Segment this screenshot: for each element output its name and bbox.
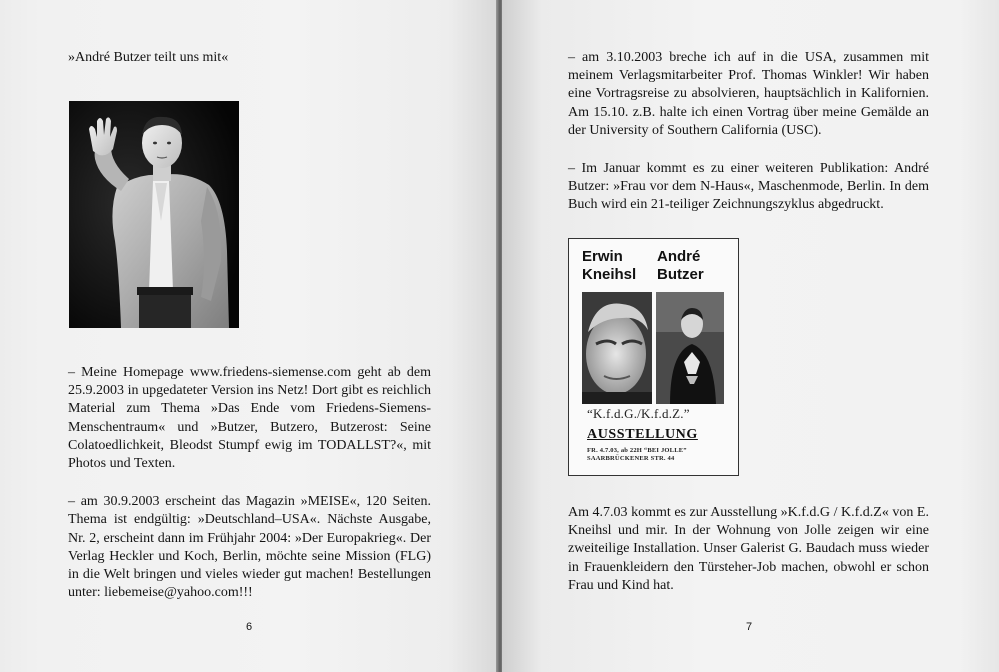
poster-photo-butzer [656,292,724,404]
poster-photo-kneihsl [582,292,652,404]
page-number-right: 7 [746,621,753,633]
right-paragraph-publication: – Im Januar kommt es zu einer weiteren Publikation: André Butzer: »Frau vor dem N-Haus«, Maschenmode, Berlin. In dem Buch wird ein 21-teiliger Zeichnungszyklus abgedruckt. [568,161,929,213]
left-page-heading: »André Butzer teilt uns mit« [68,50,229,65]
left-paragraph-homepage: – Meine Homepage www.friedens-siemense.com geht ab dem 25.9.2003 in upgedateter Version ins Netz! Dort gibt es reichlich Material zum Thema »Das Ende vom Friedens-Siemens-Menschentraum« und »Butzer, Butzero, Butzerost: Seine Colatoedlichkeit, Bleodst Stumpf ewig im TODALLST?«, mit Photos und Texten. [68,365,431,472]
poster-artist-1 [582,248,636,284]
page-number-left: 6 [246,621,253,633]
left-page [0,0,498,672]
butzer-portrait-image [69,101,239,328]
poster-artist-2 [657,248,704,284]
poster-artist-1-last: Kneihsl [582,266,637,283]
poster-exhibition-code: “K.f.d.G./K.f.d.Z.” [587,406,690,421]
poster-artist-2-first: André [657,248,701,265]
poster-details-date: FR. 4.7.03, ab 22H “BEI JOLLE” [587,447,687,454]
right-paragraph-exhibition: Am 4.7.03 kommt es zur Ausstellung »K.f.d.G / K.f.d.Z« von E. Kneihsl und mir. In der Wohnung von Jolle zeigen wir eine zweiteilige Installation. Unser Galerist G. Baudach muss wieder in Frauenkleidern den Türsteher-Job machen, obwohl er schon Frau und Kind hat. [568,505,929,593]
poster-title: AUSSTELLUNG [587,427,698,442]
butzer-portrait-photo [69,101,239,328]
poster-artist-2-last: Butzer [657,266,704,283]
poster-details [587,447,687,463]
poster-artist-1-first: Erwin [582,248,623,265]
left-paragraph-magazine: – am 30.9.2003 erscheint das Magazin »MEISE«, 120 Seiten. Thema ist endgültig: »Deutschland–USA«. Nächste Ausgabe, Nr. 2, erscheint dann im Frühjahr 2004: »Der Europakrieg«. Der Verlag Heckler und Koch, Berlin, möchte seine Mission (FLG) in die Welt bringen und vieles wieder gut machen! Bestellungen unter: liebemeise@yahoo.com!!! [68,494,431,601]
exhibition-poster [568,238,739,476]
poster-details-address: SAARBRÜCKENER STR. 44 [587,455,675,462]
right-paragraph-usa-trip: – am 3.10.2003 breche ich auf in die USA, zusammen mit meinem Verlagsmitarbeiter Prof. Thomas Winkler! Wir haben eine Vortragsreise zu absolvieren, hauptsächlich in Kalifornien. Am 15.10. z.B. halte ich einen Vortrag über meine Gemälde an der University of Southern California (USC). [568,50,929,138]
kneihsl-portrait-image [582,292,652,404]
right-page-body-bottom [568,504,929,615]
butzer-poster-image [656,292,724,404]
right-page-body-top [568,49,929,235]
left-page-body [68,364,431,622]
